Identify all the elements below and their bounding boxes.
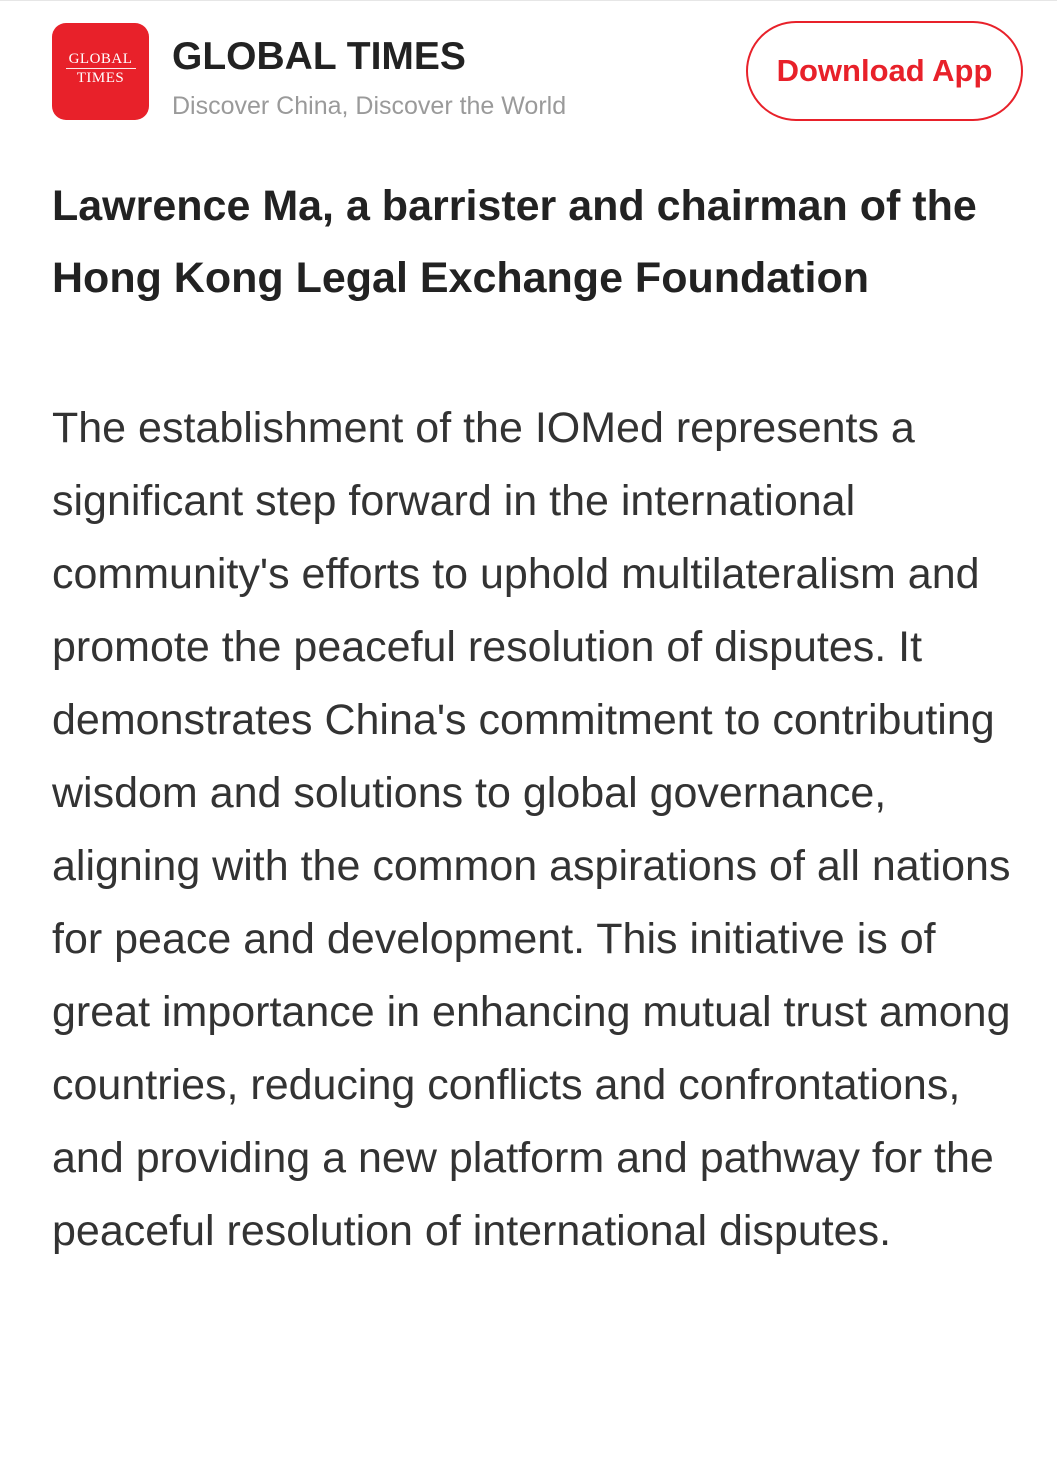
logo-line-global: GLOBAL: [68, 51, 133, 67]
brand-tagline: Discover China, Discover the World: [172, 92, 567, 120]
quote-paragraph: The establishment of the IOMed represents a significant step forward in the international community's efforts to uphold multilateralism and promote the peaceful resolution of disputes. It demonstrates China's commitment to contributing wisdom and solutions to global governance, aligning with the common aspirations of all nations for peace and development. This initiative is of great importance in enhancing mutual trust among countries, reducing conflicts and confrontations, and providing a new platform and pathway for the peaceful resolution of international disputes.: [52, 404, 1011, 1255]
brand-name: GLOBAL TIMES: [172, 35, 466, 78]
logo-line-times: TIMES: [76, 70, 125, 86]
logo-divider: [66, 68, 136, 69]
global-times-logo[interactable]: [52, 23, 149, 120]
download-app-button[interactable]: Download App: [746, 21, 1023, 121]
speaker-heading: Lawrence Ma, a barrister and chairman of the Hong Kong Legal Exchange Foundation: [52, 182, 977, 302]
article-content: [52, 170, 1022, 1268]
app-banner: [0, 0, 1057, 140]
